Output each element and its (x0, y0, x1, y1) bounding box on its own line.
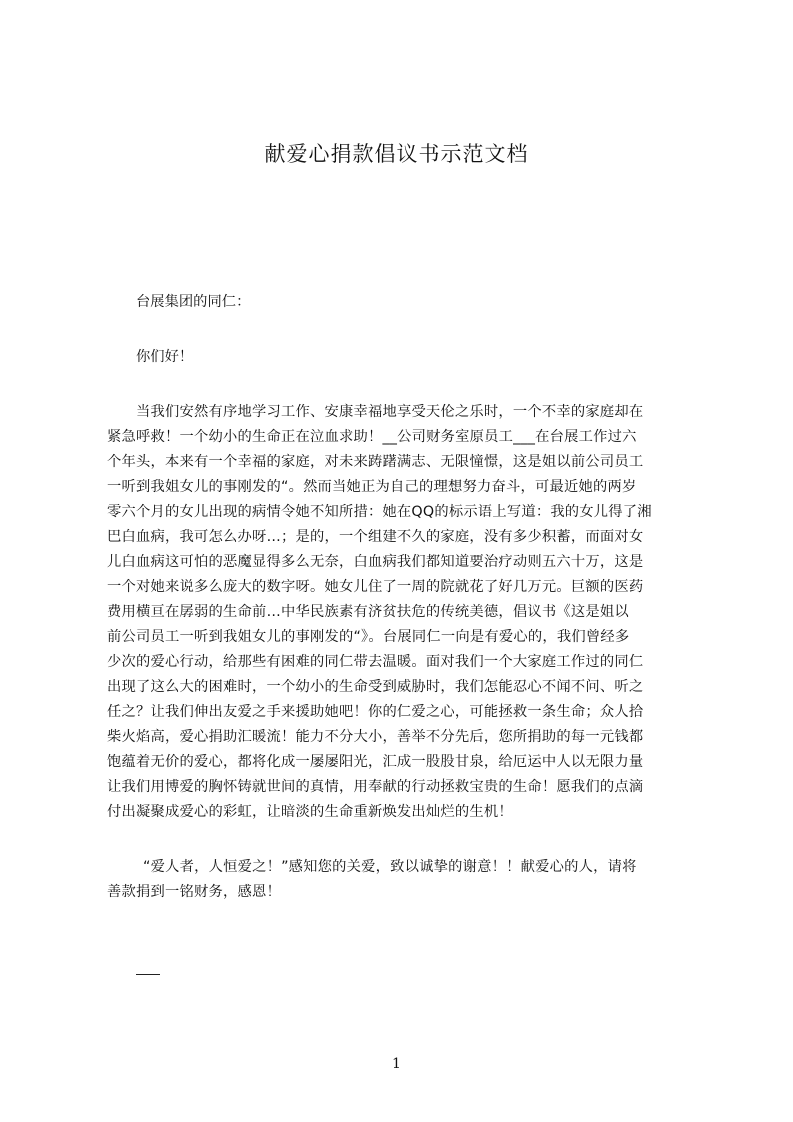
signature-rule (136, 974, 160, 975)
body-line: 饱蕴着无价的爱心，都将化成一屡屡阳光，汇成一股股甘泉，给厄运中人以无限力量 (107, 754, 644, 770)
document-title: 献爱心捐款倡议书示范文档 (264, 142, 529, 166)
salutation: 台展集团的同仁： (136, 294, 251, 310)
body-line: 出现了这么大的困难时，一个幼小的生命受到威胁时，我们怎能忍心不闻不问、听之 (107, 679, 644, 695)
closing-line: 善款捐到一铭财务，感恩！ (107, 884, 281, 900)
body-line: 儿白血病这可怕的恶魔显得多么无奈，白血病我们都知道要治疗动则五六十万，这是 (107, 554, 644, 570)
body-line: 少次的爱心行动，给那些有困难的同仁带去温暖。面对我们一个大家庭工作过的同仁 (107, 654, 644, 670)
body-line: 一听到我姐女儿的事刚发的“。然而当她正为自己的理想努力奋斗，可最近她的两岁 (107, 479, 637, 495)
body-line: 个年头，本来有一个幸福的家庭，对未来踌躇满志、无限憧憬，这是姐以前公司员工 (107, 454, 644, 470)
body-line: 任之？让我们伸出友爱之手来援助她吧！你的仁爱之心，可能拯救一条生命；众人拾 (107, 704, 644, 720)
body-line: 付出凝聚成爱心的彩虹，让暗淡的生命重新焕发出灿烂的生机！ (107, 804, 513, 820)
body-line: 巴白血病，我可怎么办呀…；是的，一个组建不久的家庭，没有多少积蓄，而面对女 (107, 529, 644, 545)
closing-line: “爱人者，人恒爱之！”感知您的关爱，致以诚挚的谢意！！献爱心的人，请将 (143, 859, 637, 875)
body-line: 前公司员工一听到我姐女儿的事刚发的“》。台展同仁一向是有爱心的，我们曾经多 (107, 629, 630, 645)
body-line: 零六个月的女儿出现的病情令她不知所措：她在QQ的标示语上写道：我的女儿得了湘 (107, 504, 652, 520)
body-line: 让我们用博爱的胸怀铸就世间的真情，用奉献的行动拯救宝贵的生命！愿我们的点滴 (107, 779, 644, 795)
greeting: 你们好！ (136, 349, 194, 365)
page-number: 1 (392, 1056, 401, 1072)
body-line: 紧急呼救！一个幼小的生命正在泣血求助！__公司财务室原员工___在台展工作过六 (107, 429, 637, 445)
body-line: 一个对她来说多么庞大的数字呀。她女儿住了一周的院就花了好几万元。巨额的医药 (107, 579, 644, 595)
body-line: 费用横亘在孱弱的生命前…中华民族素有济贫扶危的传统美德，倡议书《这是姐以 (107, 604, 629, 620)
body-line: 柴火焰高，爱心捐助汇暖流！能力不分大小，善举不分先后，您所捐助的每一元钱都 (107, 729, 644, 745)
body-line: 当我们安然有序地学习工作、安康幸福地享受天伦之乐时，一个不幸的家庭却在 (136, 404, 644, 420)
